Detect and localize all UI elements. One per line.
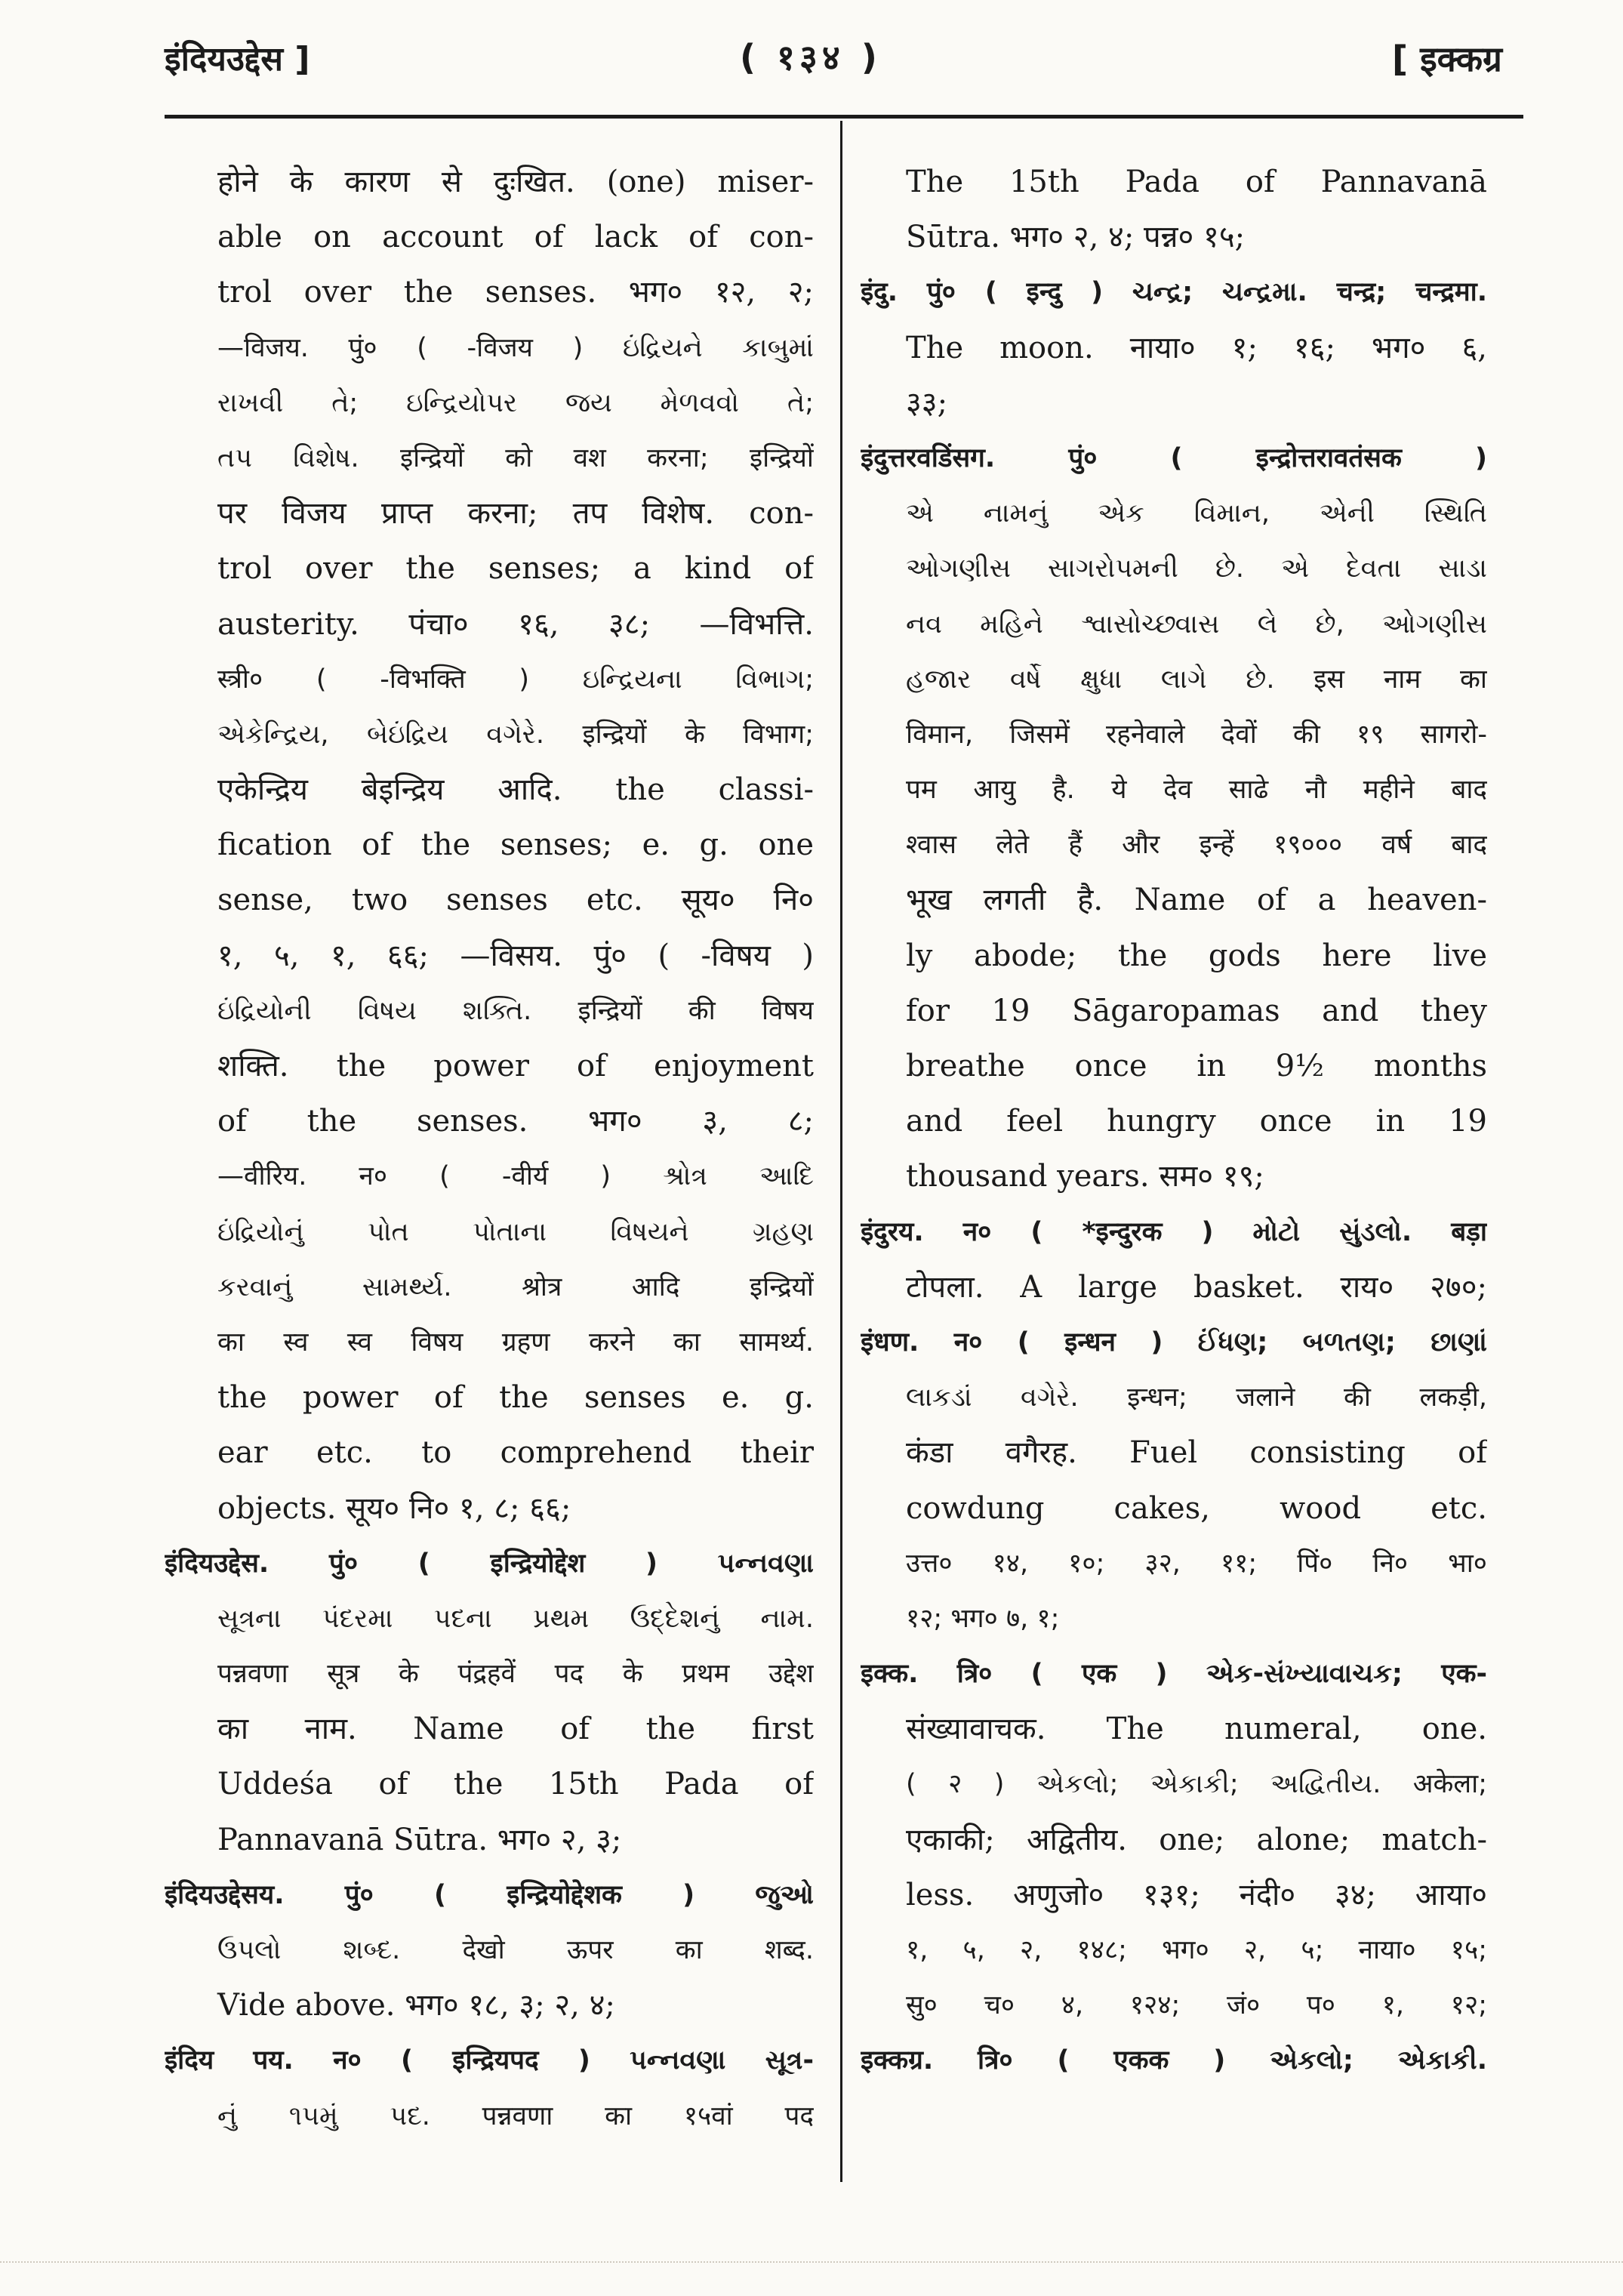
- text-line: thousand years. सम० १९;: [906, 1159, 1264, 1194]
- text-line: कंडा वगैरह. Fuel consisting of: [906, 1435, 1487, 1471]
- header-left-guide-word: इंदियउद्देस ]: [165, 40, 310, 79]
- text-line: Pannavanā Sūtra. भग० २, ३;: [217, 1822, 622, 1857]
- text-line: The 15th Pada of Pannavanā: [906, 165, 1487, 199]
- text-line: स्त्री० ( -विभक्ति ) ઇન્દ્રિયના વિભાગ;: [217, 664, 814, 695]
- text-line: का नाम. Name of the first: [217, 1712, 814, 1747]
- entry-headword-line: इंदियउद्देस. पुं० ( इन्द्रियोद्देश ) પન્નવણા: [165, 1548, 814, 1579]
- entry-headword-line: इंदिय पय. न० ( इन्द्रियपद ) પન્નવણા સૂત્ર-: [165, 2045, 814, 2076]
- text-line: ઇંદ્રિયોની વિષય શક્તિ. इन्द्रियों की विषय: [217, 995, 814, 1026]
- column-divider: [840, 121, 842, 2182]
- text-line: पम आयु है. ये देव साढे नौ महीने बाद: [906, 775, 1487, 806]
- right-column: [861, 155, 1487, 2089]
- text-line: —विजय. पुं० ( -विजय ) ઇંદ્રિયને કાબુમાં: [217, 332, 814, 363]
- text-line: objects. सूय० नि० १, ८; ६६;: [217, 1490, 571, 1526]
- text-line: —वीरिय. न० ( -वीर्य ) શ્રોત્ર આદિ: [217, 1161, 814, 1192]
- entry-headword-line: इक्क. त्रि० ( एक ) એક-સંખ્યાવાચક; एक-: [861, 1659, 1487, 1690]
- text-line: cowdung cakes, wood etc.: [906, 1490, 1487, 1526]
- text-line: ३३;: [906, 385, 948, 421]
- text-line: होने के कारण से दुःखित. (one) miser-: [217, 165, 814, 199]
- header-page-number: ( १३४ ): [740, 37, 882, 78]
- entry-headword-line: इक्कग्र. त्रि० ( एकक ) એકલો; એકાકી.: [861, 2045, 1487, 2076]
- text-line: उत्त० १४, १०; ३२, ११; पिं० नि० भा०: [906, 1548, 1487, 1579]
- text-line: १२; भग० ७, १;: [906, 1603, 1060, 1634]
- entry-headword-line: इंदु. पुं० ( इन्दु ) ચન્દ્ર; ચન્દ્રમા. चन्द्र; चन्द्रमा.: [861, 277, 1487, 308]
- text-line: less. अणुजो० १३१; नंदी० ३४; आया०: [906, 1877, 1487, 1912]
- text-line: एकाकी; अद्वितीय. one; alone; match-: [906, 1822, 1487, 1857]
- text-line: पन्नवणा सूत्र के पंद्रहवें पद के प्रथम उद्देश: [217, 1659, 814, 1690]
- text-line: સૂત્રના પંદરમા પદના પ્રથમ ઉદ્દેશનું નામ.: [217, 1603, 814, 1634]
- text-line: the power of the senses e. g.: [217, 1380, 814, 1416]
- text-line: संख्यावाचक. The numeral, one.: [906, 1712, 1487, 1747]
- text-line: ઓગણીસ સાગરોપમની છે. એ દેવતા સાડા: [906, 553, 1487, 584]
- header-right-guide-word: [ इक्कग्र: [1392, 39, 1502, 79]
- text-line: trol over the senses; a kind of: [217, 551, 814, 587]
- text-line: ઇંદ્રિયોનું પોત પોતાના વિષયને ગ્રહણ: [217, 1216, 814, 1247]
- text-line: पर विजय प्राप्त करना; तप विशेष. con-: [217, 496, 814, 532]
- text-line: sense, two senses etc. सूय० नि०: [217, 883, 814, 918]
- entry-headword-line: इंदुरय. न० ( *इन्दुरक ) મોટો સુંડલો. बड़ा: [861, 1216, 1487, 1247]
- text-line: ly abode; the gods here live: [906, 938, 1487, 973]
- text-line: able on account of lack of con-: [217, 220, 814, 255]
- text-line: trol over the senses. भग० १२, २;: [217, 275, 814, 310]
- text-line: and feel hungry once in 19: [906, 1104, 1487, 1139]
- text-line: હજાર વર્ષે ક્ષુધા લાગે છે. इस नाम का: [906, 664, 1487, 695]
- text-line: सु० च० ४, १२४; जं० प० १, १२;: [906, 1990, 1487, 2021]
- text-line: ( २ ) એકલો; એકાકી; અદ્વિતીય. अकेला;: [906, 1769, 1487, 1800]
- text-line: टोपला. A large basket. राय० २७०;: [906, 1269, 1487, 1305]
- scan-edge-dots: [0, 2261, 1623, 2266]
- text-line: Sūtra. भग० २, ४; पन्न० १५;: [906, 220, 1246, 255]
- text-line: austerity. पंचा० १६, ३८; —विभत्ति.: [217, 606, 814, 642]
- text-line: એકેન્દ્રિય, બેઇંદ્રિય વગેરે. इन्द्रियों के विभाग;: [217, 719, 814, 750]
- entry-headword-line: इंदियउद्देसय. पुं० ( इन्द्रियोद्देशक ) જુઓ: [165, 1879, 814, 1910]
- text-line: शक्ति. the power of enjoyment: [217, 1049, 814, 1083]
- left-column: [165, 155, 814, 2144]
- text-line: श्वास लेते हैं और इन्हें १९००० वर्ष बाद: [906, 830, 1487, 861]
- text-line: રાખવી તે; ઇન્દ્રિયોપર જય મેળવવો તે;: [217, 387, 814, 418]
- page-header: [0, 21, 1623, 97]
- text-line: કરવાનું સામર્થ્ય. श्रोत्र आदि इन्द्रियों: [217, 1271, 814, 1302]
- text-line: का स्व स्व विषय ग्रहण करने का सामर्थ्य.: [217, 1327, 814, 1358]
- entry-headword-line: इंदुत्तरवडिंसग. पुं० ( इन्द्रोत्तरावतंसक ): [861, 442, 1487, 473]
- text-line: १, ५, २, १४८; भग० २, ५; नाया० १५;: [906, 1935, 1487, 1965]
- text-line: Vide above. भग० १८, ३; २, ४;: [217, 1988, 615, 2023]
- text-line: લાકડાં વગેરે. इन्धन; जलाने की लकड़ी,: [906, 1382, 1487, 1413]
- text-line: भूख लगती है. Name of a heaven-: [906, 883, 1487, 918]
- text-line: The moon. नाया० १; १६; भग० ६,: [906, 330, 1487, 365]
- text-line: १, ५, १, ६६; —विसय. पुं० ( -विषय ): [217, 938, 814, 973]
- text-line: ઉપલો શબ્દ. देखो ऊपर का शब्द.: [217, 1935, 814, 1965]
- text-line: ear etc. to comprehend their: [217, 1435, 814, 1471]
- text-line: breathe once in 9½ months: [906, 1049, 1487, 1083]
- header-rule: [165, 115, 1523, 119]
- text-line: Uddeśa of the 15th Pada of: [217, 1767, 814, 1802]
- text-line: for 19 Sāgaropamas and they: [906, 993, 1487, 1028]
- text-line: एकेन्द्रिय बेइन्द्रिय आदि. the classi-: [217, 772, 814, 808]
- text-line: નવ મહિને શ્વાસોચ્છ્વાસ લે છે, ઓગણીસ: [906, 609, 1487, 639]
- text-line: નું ૧૫મું પદ. पन्नवणा का १५वां पद: [217, 2100, 814, 2131]
- text-line: विमान, जिसमें रहनेवाले देवों की १९ सागरो-: [906, 719, 1487, 750]
- entry-headword-line: इंधण. न० ( इन्धन ) ઈંધણ; બળતણ; છાણાં: [861, 1327, 1487, 1358]
- text-line: fication of the senses; e. g. one: [217, 827, 814, 863]
- text-line: એ નામનું એક વિમાન, એની સ્થિતિ: [906, 498, 1487, 529]
- text-line: તપ વિશેષ. इन्द्रियों को वश करना; इन्द्रियों: [217, 442, 814, 473]
- text-line: of the senses. भग० ३, ८;: [217, 1104, 814, 1139]
